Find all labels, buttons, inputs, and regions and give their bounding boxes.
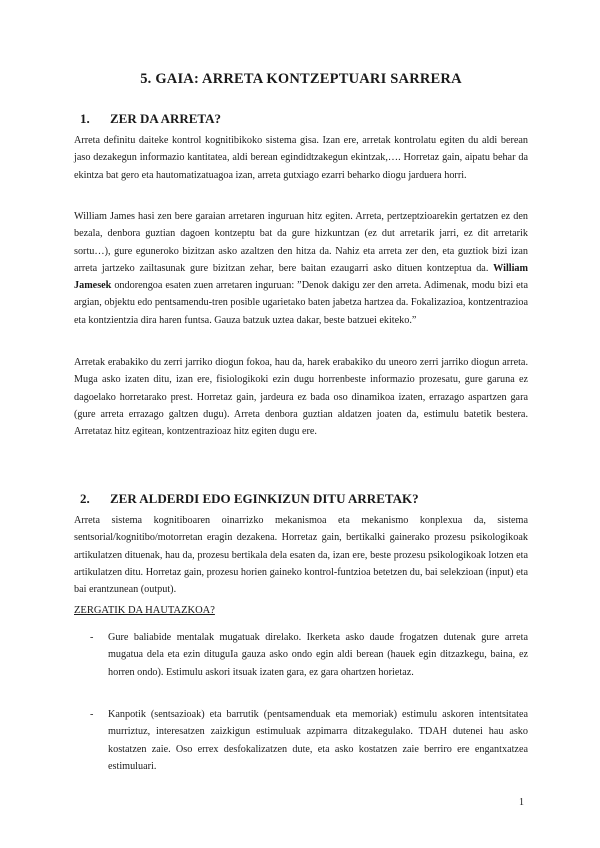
section-2-number: 2. bbox=[80, 491, 90, 506]
para2-text-b: ondorengoa esaten zuen arretaren inguruan: ”Denok dakigu zer den arreta. Adimenak, modu bizi eta argian, objektu edo pentsamendu-tren posible ugarietako baten jabetza hartzea da. Fokalizazioa, kontzentrazioa eta kontzientzia dira haren funtsa. Gauza batzuk uztea dakar, beste batzuei ekiteko.” bbox=[74, 280, 528, 326]
list-item bbox=[74, 629, 528, 681]
bullet-dash: - bbox=[90, 632, 94, 643]
bullet-dash: - bbox=[90, 709, 94, 720]
page-title: 5. GAIA: ARRETA KONTZEPTUARI SARRERA bbox=[140, 71, 462, 87]
section-1-paragraph-2 bbox=[74, 208, 528, 329]
section-1-number: 1. bbox=[80, 111, 90, 126]
list-item-text: Gure baliabide mentalak mugatuak direlako. Ikerketa asko daude frogatzen dutenak gure arreta mugatua dela eta ezin dituguIa gauza asko ondo egin aldi berean (hauek egin ditzazkegu, baina, ez horren ondo). Estimulu askori itsuak izaten gara, ez gara ohartzen horietaz. bbox=[108, 632, 528, 678]
list-item bbox=[74, 706, 528, 775]
subheading-zergatik: ZERGATIK DA HAUTAZKOA? bbox=[74, 605, 215, 616]
para2-bold-name: William Jamesek bbox=[74, 262, 529, 292]
para2-text-a: William James hasi zen bere garaian arretaren inguruan hitz egiten. Arreta, pertzeptzioarekin gertatzen ez den bezala, denbora guztian dagoen kontzeptu bat da gure hizkuntzan (ez dut arretarik jarri, ez dit arretarik sortu…), gure eguneroko bizitzan asko azaltzen den hitza da. Nahiz eta arreta zer den, eta guztiok bizi izan arreta jartzeko zailtasunak gure bizitzan zehar, bere baitan ezaugarri asko dituen kontzeptua da. bbox=[74, 211, 528, 274]
page-number: 1 bbox=[519, 797, 524, 808]
document-page bbox=[74, 0, 528, 848]
section-1-heading bbox=[80, 111, 221, 127]
section-1-title: ZER DA ARRETA? bbox=[110, 111, 222, 126]
section-2-title: ZER ALDERDI EDO EGINKIZUN DITU ARRETAK? bbox=[110, 491, 419, 506]
section-2-paragraph-1: Arreta sistema kognitiboaren oinarrizko mekanismoa eta mekanismo konplexua da, sistema sentsorial/kognitibo/motorretan eragin dezakena. Horretaz gain, bertikalki gainerako prozesu psikologikoak artikulatzen dituenak, hau da, prozesu bertikala dela esaten da, izan ere, beste prozesu psikologikoak lotzen eta artikulatzen ditu. Horretaz gain, prozesu horien gaineko kontrol-funtzioa betetzen du, bai selekzioan (input) eta bai erantzunean (output). bbox=[74, 515, 528, 596]
list-item-text: Kanpotik (sentsazioak) eta barrutik (pentsamenduak eta memoriak) estimulu askoren intentsitatea murriztuz, interesatzen zaizkigun estimuluak azpimarra ditzakegulako. TDAH dutenei hau asko kostatzen zaie. Oso errex desfokalizatzen dute, eta asko kostatzen zaie berriro ere engantxatzea estimuluari. bbox=[108, 709, 528, 772]
section-1-paragraph-3: Arretak erabakiko du zerri jarriko diogun fokoa, hau da, harek erabakiko du uneoro zerri jarriko diogun arreta. Muga asko izaten ditu, izan ere, fisiologikoki ezin dugu horrenbeste informazio prozesatu, gure garuna ez dagoelako horretarako prest. Horretaz gain, jardeura ez bada oso dinamikoa izaten, errazago aspartzen gara (gure arreta errazago galtzen dugu). Arreta denbora guztian aldatzen joaten da, estimulu batetik bestera. Arretataz hitz egitean, kontzentrazioaz hitz egiten dugu ere. bbox=[74, 357, 528, 438]
section-1-paragraph-1: Arreta definitu daiteke kontrol kognitibikoko sistema gisa. Izan ere, arretak kontrolatu egiten du aldi berean jaso dezakegun informazio kantitatea, aldi berean egindidtzakegun ekintzak,…. Horretaz gain, aipatu behar da ekintza bat gero eta hautomatizatuagoa izan, arreta gutxiago ezarri beharko diogu jarduera horri. bbox=[74, 135, 528, 181]
section-2-heading bbox=[80, 491, 419, 507]
